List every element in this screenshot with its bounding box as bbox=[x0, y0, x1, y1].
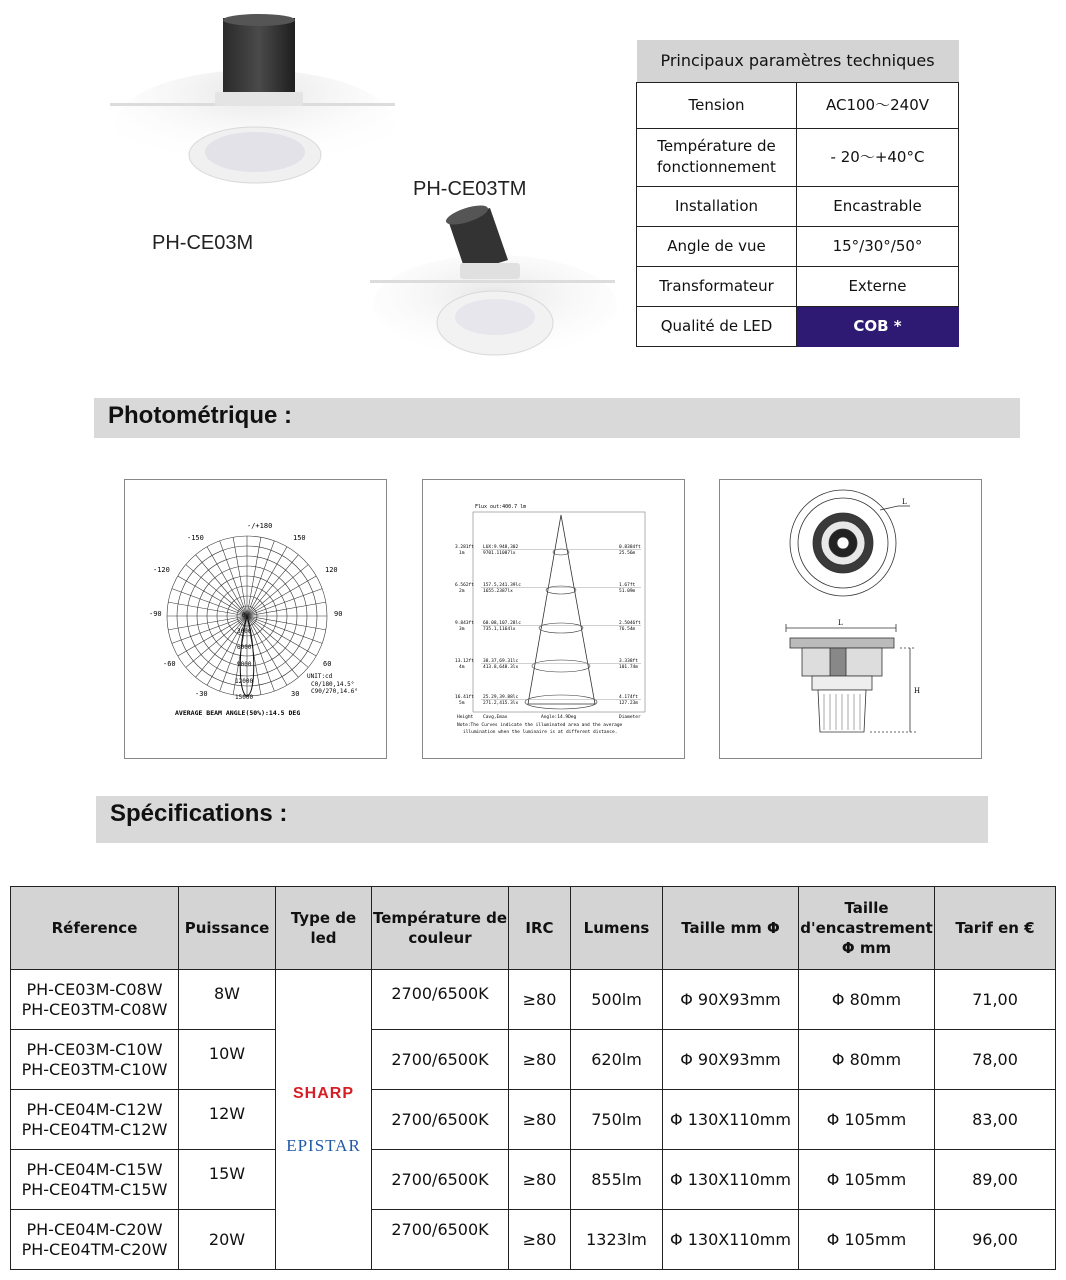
dimension-drawing bbox=[720, 480, 983, 760]
header-irc: IRC bbox=[509, 887, 571, 970]
param-label: Installation bbox=[637, 186, 797, 226]
sharp-logo: SHARP bbox=[292, 1084, 354, 1102]
power-cell: 15W bbox=[179, 1150, 276, 1210]
param-value: Encastrable bbox=[797, 186, 959, 226]
cone-height-ft: 6.562ft bbox=[455, 583, 474, 588]
param-value: 15°/30°/50° bbox=[797, 226, 959, 266]
specifications-title: Spécifications : bbox=[110, 800, 288, 827]
illuminance-cone-box bbox=[422, 479, 685, 759]
price-cell: 83,00 bbox=[935, 1090, 1056, 1150]
reference-primary: PH-CE04M-C20W bbox=[26, 1219, 163, 1239]
header-color-temperature: Température de couleur bbox=[372, 887, 509, 970]
price-cell: 89,00 bbox=[935, 1150, 1056, 1210]
polar-ring-label: 6000 bbox=[237, 644, 252, 651]
color-temperature-cell: 2700/6500K bbox=[372, 1150, 509, 1210]
lumens-cell: 1323lm bbox=[571, 1210, 663, 1270]
irc-cell: ≥80 bbox=[509, 1210, 571, 1270]
polar-diagram bbox=[125, 480, 388, 760]
cone-height-ft: 3.281ft bbox=[455, 545, 474, 550]
cone-lux-value-2: 413.8,648.3lx bbox=[483, 665, 519, 670]
polar-angle-label: 150 bbox=[293, 534, 306, 542]
polar-angle-label: 120 bbox=[325, 566, 338, 574]
dim-label-l: L bbox=[838, 619, 843, 627]
irc-cell: ≥80 bbox=[509, 970, 571, 1030]
cone-height-m: 1m bbox=[459, 551, 465, 556]
lumens-cell: 750lm bbox=[571, 1090, 663, 1150]
photometric-title: Photométrique : bbox=[108, 402, 292, 429]
param-label: Température de fonctionnement bbox=[637, 128, 797, 186]
lumens-cell: 855lm bbox=[571, 1150, 663, 1210]
cone-diameter-ft: 4.174ft bbox=[619, 695, 638, 700]
dimension-drawing-box bbox=[719, 479, 982, 759]
param-value: AC100～240V bbox=[797, 82, 959, 128]
polar-caption: AVERAGE BEAM ANGLE(50%):14.5 DEG bbox=[175, 709, 301, 717]
product-image-ce03m bbox=[110, 10, 400, 185]
cone-diameter-m: 127.23m bbox=[619, 701, 638, 706]
product-label-ce03m: PH-CE03M bbox=[152, 232, 254, 254]
cone-diameter-m: 101.74m bbox=[619, 665, 638, 670]
param-label: Tension bbox=[637, 82, 797, 128]
cone-title: Flux out:400.7 lm bbox=[475, 504, 527, 510]
specifications-table bbox=[10, 886, 1056, 1270]
param-label: Transformateur bbox=[637, 266, 797, 306]
reference-cell bbox=[11, 1090, 179, 1150]
header-cutout-size: Taille d'encastrement Φ mm bbox=[799, 887, 935, 970]
polar-ring-label: 12000 bbox=[235, 678, 254, 685]
reference-cell bbox=[11, 1210, 179, 1270]
cone-col-head: Diameter bbox=[619, 715, 641, 720]
dim-label-l-top: L bbox=[902, 498, 907, 506]
led-quality-badge: COB * bbox=[797, 306, 959, 346]
cone-height-m: 4m bbox=[459, 665, 465, 670]
cone-lux-value: 157.5,241.39lc bbox=[483, 583, 521, 588]
polar-diagram-box bbox=[124, 479, 387, 759]
table-row bbox=[11, 1210, 1056, 1270]
epistar-logo: EPISTAR bbox=[286, 1135, 361, 1155]
polar-angle-label: 60 bbox=[323, 660, 332, 668]
size-cell: Φ 130X110mm bbox=[663, 1210, 799, 1270]
irc-cell: ≥80 bbox=[509, 1150, 571, 1210]
illuminance-cone-diagram bbox=[423, 480, 686, 760]
product-image-ce03tm bbox=[370, 205, 620, 365]
table-row bbox=[11, 1150, 1056, 1210]
polar-angle-label: 30 bbox=[291, 690, 300, 698]
color-temperature-cell: 2700/6500K bbox=[372, 970, 509, 1030]
header-power: Puissance bbox=[179, 887, 276, 970]
power-cell: 20W bbox=[179, 1210, 276, 1270]
power-cell: 8W bbox=[179, 970, 276, 1030]
photometric-section-header bbox=[94, 398, 1020, 438]
reference-secondary: PH-CE04TM-C15W bbox=[21, 1179, 168, 1199]
cutout-cell: Φ 105mm bbox=[799, 1150, 935, 1210]
cone-lux-value-2: 1655.2387lx bbox=[483, 589, 513, 594]
polar-angle-label: -120 bbox=[153, 566, 170, 574]
cone-height-ft: 16.41ft bbox=[455, 695, 474, 700]
size-cell: Φ 130X110mm bbox=[663, 1090, 799, 1150]
price-cell: 78,00 bbox=[935, 1030, 1056, 1090]
header-led-type: Type de led bbox=[276, 887, 372, 970]
cone-lux-value: LUX:9.948,302 bbox=[483, 545, 519, 550]
cutout-cell: Φ 105mm bbox=[799, 1090, 935, 1150]
header-reference: Réference bbox=[11, 887, 179, 970]
cone-col-head: Height bbox=[457, 715, 474, 720]
table-row bbox=[11, 1090, 1056, 1150]
specifications-section-header bbox=[96, 796, 988, 843]
cone-height-ft: 13.12ft bbox=[455, 659, 474, 664]
lumens-cell: 620lm bbox=[571, 1030, 663, 1090]
size-cell: Φ 90X93mm bbox=[663, 970, 799, 1030]
param-value: Externe bbox=[797, 266, 959, 306]
cone-diameter-m: 51.09m bbox=[619, 589, 636, 594]
cutout-cell: Φ 80mm bbox=[799, 1030, 935, 1090]
dim-label-h: H bbox=[914, 687, 921, 695]
cone-diameter-m: 25.56m bbox=[619, 551, 636, 556]
reference-primary: PH-CE04M-C15W bbox=[26, 1159, 163, 1179]
cone-lux-value-2: 9701.11087lx bbox=[483, 551, 516, 556]
color-temperature-cell: 2700/6500K bbox=[372, 1210, 509, 1270]
polar-ring-label: 9000 bbox=[237, 661, 252, 668]
cone-lux-value: 25.29,39.88lc bbox=[483, 695, 519, 700]
polar-angle-label: -150 bbox=[187, 534, 204, 542]
price-cell: 71,00 bbox=[935, 970, 1056, 1030]
cutout-cell: Φ 80mm bbox=[799, 970, 935, 1030]
param-value: - 20～+40°C bbox=[797, 128, 959, 186]
cone-height-m: 2m bbox=[459, 589, 465, 594]
cone-height-ft: 9.843ft bbox=[455, 621, 474, 626]
header-size: Taille mm Φ bbox=[663, 887, 799, 970]
cone-diameter-ft: 1.67ft bbox=[619, 583, 636, 588]
cone-col-head: Cavg,Emax bbox=[483, 715, 508, 720]
reference-cell bbox=[11, 1030, 179, 1090]
param-label: Qualité de LED bbox=[637, 306, 797, 346]
polar-angle-label: -/+180 bbox=[247, 522, 273, 530]
reference-cell bbox=[11, 1150, 179, 1210]
cone-lux-value: 68.08,107.28lc bbox=[483, 621, 521, 626]
power-cell: 12W bbox=[179, 1090, 276, 1150]
reference-primary: PH-CE03M-C10W bbox=[26, 1039, 163, 1059]
power-cell: 10W bbox=[179, 1030, 276, 1090]
reference-secondary: PH-CE03TM-C08W bbox=[21, 999, 168, 1019]
cone-diameter-ft: 0.8384ft bbox=[619, 545, 641, 550]
table-row bbox=[11, 1030, 1056, 1090]
cutout-cell: Φ 105mm bbox=[799, 1210, 935, 1270]
cone-note-line1: Note:The Curves indicate the illuminated area and the average bbox=[457, 723, 623, 728]
cone-height-m: 3m bbox=[459, 627, 465, 632]
irc-cell: ≥80 bbox=[509, 1090, 571, 1150]
param-label: Angle de vue bbox=[637, 226, 797, 266]
polar-angle-label: 90 bbox=[334, 610, 343, 618]
reference-cell bbox=[11, 970, 179, 1030]
color-temperature-cell: 2700/6500K bbox=[372, 1090, 509, 1150]
size-cell: Φ 90X93mm bbox=[663, 1030, 799, 1090]
lumens-cell: 500lm bbox=[571, 970, 663, 1030]
cone-diameter-ft: 3.338ft bbox=[619, 659, 638, 664]
cone-lux-value-2: 735.1,1164lx bbox=[483, 627, 516, 632]
polar-angle-label: -60 bbox=[163, 660, 176, 668]
reference-primary: PH-CE03M-C08W bbox=[26, 979, 163, 999]
cone-height-m: 5m bbox=[459, 701, 465, 706]
cone-lux-value: 38.37,69.31lc bbox=[483, 659, 519, 664]
header-price: Tarif en € bbox=[935, 887, 1056, 970]
polar-unit-label: UNIT:cd bbox=[307, 673, 333, 680]
technical-parameters-table bbox=[636, 40, 959, 347]
polar-angle-label: -30 bbox=[195, 690, 208, 698]
cone-lux-value-2: 271.2,415.3lx bbox=[483, 701, 519, 706]
reference-secondary: PH-CE04TM-C12W bbox=[21, 1119, 168, 1139]
polar-ring-label: 3000 bbox=[237, 628, 252, 635]
irc-cell: ≥80 bbox=[509, 1030, 571, 1090]
polar-angle-label: -90 bbox=[149, 610, 162, 618]
polar-ring-label: 0 bbox=[242, 612, 246, 619]
size-cell: Φ 130X110mm bbox=[663, 1150, 799, 1210]
led-brand-cell bbox=[276, 970, 372, 1270]
reference-secondary: PH-CE03TM-C10W bbox=[21, 1059, 168, 1079]
cone-diameter-m: 76.54m bbox=[619, 627, 636, 632]
cone-col-head: Angle:14.9Deg bbox=[541, 715, 577, 720]
price-cell: 96,00 bbox=[935, 1210, 1056, 1270]
polar-c90-label: C90/270,14.6° bbox=[311, 688, 358, 695]
color-temperature-cell: 2700/6500K bbox=[372, 1030, 509, 1090]
product-label-ce03tm: PH-CE03TM bbox=[413, 178, 527, 200]
reference-secondary: PH-CE04TM-C20W bbox=[21, 1239, 168, 1259]
polar-ring-label: 15000 bbox=[235, 694, 254, 701]
polar-c0-label: C0/180,14.5° bbox=[311, 681, 355, 688]
params-title: Principaux paramètres techniques bbox=[637, 40, 959, 82]
reference-primary: PH-CE04M-C12W bbox=[26, 1099, 163, 1119]
cone-diameter-ft: 2.5046ft bbox=[619, 621, 641, 626]
cone-note-line2: illumination when the luminaire is at different distance. bbox=[463, 730, 618, 735]
table-row bbox=[11, 970, 1056, 1030]
header-lumens: Lumens bbox=[571, 887, 663, 970]
